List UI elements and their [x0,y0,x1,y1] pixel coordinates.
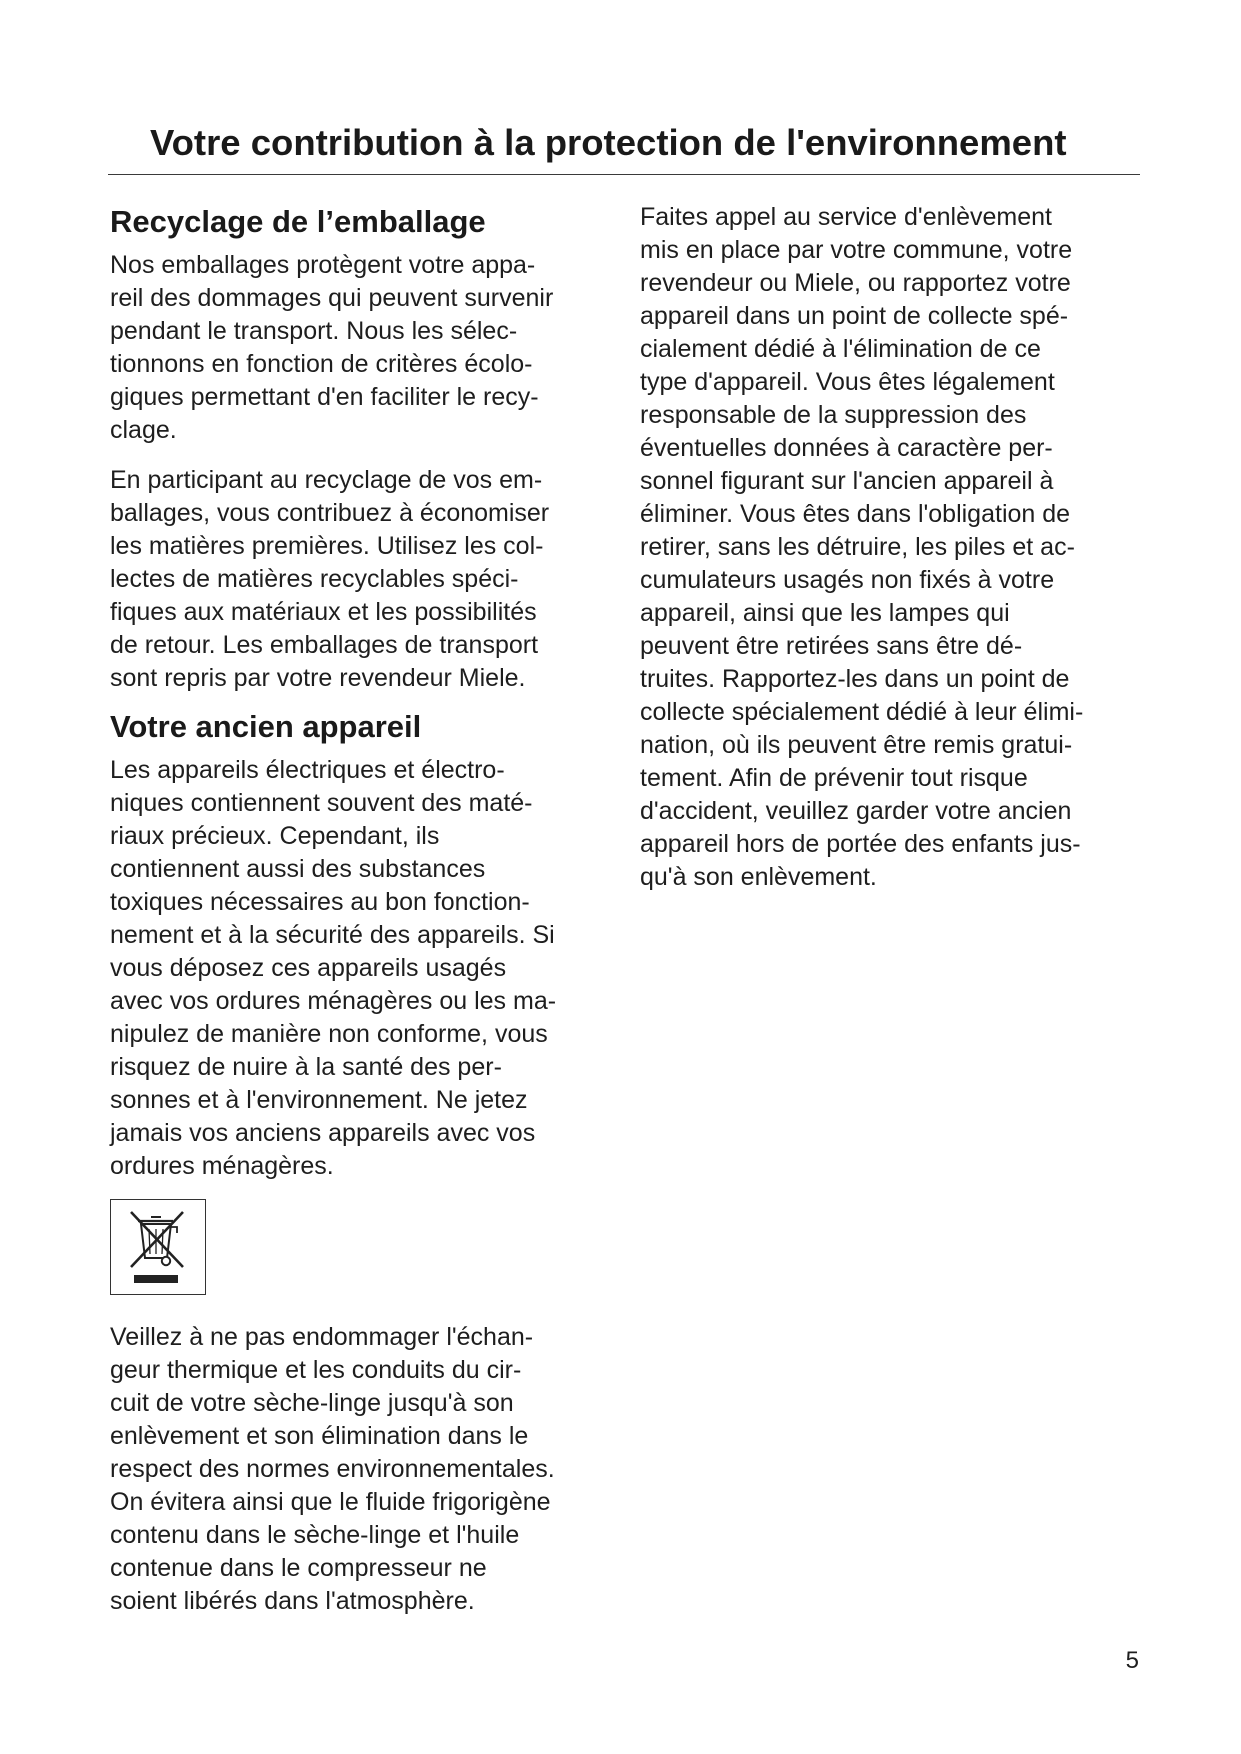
text-line: reil des dommages qui peuvent survenir [110,284,554,312]
text-line: cumulateurs usagés non fixés à votre [640,566,1055,594]
text-line: truites. Rapportez-les dans un point de [640,665,1070,693]
page-title: Votre contribution à la protection de l'environnement [150,122,1067,163]
text-line: contenue dans le compresseur ne [110,1554,487,1582]
text-line: On évitera ainsi que le fluide frigorigène [110,1488,551,1516]
text-line: jamais vos anciens appareils avec vos [110,1119,536,1147]
text-line: respect des normes environnementales. [110,1455,555,1483]
recycling-heading: Recyclage de l’emballage [110,204,486,239]
text-line: niques contiennent souvent des maté- [110,789,533,817]
left-column [110,200,630,1618]
old-appliance-paragraph-3 [640,201,1140,894]
text-line: Les appareils électriques et électro- [110,756,505,784]
text-line: cialement dédié à l'élimination de ce [640,335,1041,363]
text-line: lectes de matières recyclables spéci- [110,565,519,593]
page-number: 5 [1125,1647,1139,1674]
recycling-paragraph-2 [110,464,630,695]
text-line: cuit de votre sèche-linge jusqu'à son [110,1389,514,1417]
text-line: de retour. Les emballages de transport [110,631,539,659]
crossed-out-wheelie-bin-icon [111,1200,204,1293]
text-line: Nos emballages protègent votre appa- [110,251,536,279]
text-line: nement et à la sécurité des appareils. Si [110,921,555,949]
text-line: revendeur ou Miele, ou rapportez votre [640,269,1071,297]
text-line: riaux précieux. Cependant, ils [110,822,440,850]
text-line: peuvent être retirées sans être dé- [640,632,1023,660]
text-line: qu'à son enlèvement. [640,863,877,891]
text-line: collecte spécialement dédié à leur élimi- [640,698,1084,726]
right-column [640,201,1140,894]
text-line: avec vos ordures ménagères ou les ma- [110,987,557,1015]
old-appliance-heading: Votre ancien appareil [110,709,422,744]
text-line: d'accident, veuillez garder votre ancien [640,797,1072,825]
text-line: sont repris par votre revendeur Miele. [110,664,526,692]
recycling-paragraph-1 [110,249,630,447]
weee-symbol [110,1199,206,1295]
text-line: ballages, vous contribuez à économiser [110,499,550,527]
text-line: nipulez de manière non conforme, vous [110,1020,548,1048]
text-line: mis en place par votre commune, votre [640,236,1073,264]
text-line: tionnons en fonction de critères écolo- [110,350,533,378]
text-line: responsable de la suppression des [640,401,1027,429]
text-line: éliminer. Vous êtes dans l'obligation de [640,500,1071,528]
old-appliance-paragraph-1 [110,754,630,1183]
text-line: sonnel figurant sur l'ancien appareil à [640,467,1054,495]
text-line: sonnes et à l'environnement. Ne jetez [110,1086,528,1114]
text-line: contenu dans le sèche-linge et l'huile [110,1521,520,1549]
text-line: soient libérés dans l'atmosphère. [110,1587,475,1615]
text-line: éventuelles données à caractère per- [640,434,1053,462]
old-appliance-paragraph-2 [110,1321,630,1618]
text-line: ordures ménagères. [110,1152,334,1180]
text-line: geur thermique et les conduits du cir- [110,1356,522,1384]
text-line: appareil, ainsi que les lampes qui [640,599,1010,627]
text-line: contiennent aussi des substances [110,855,486,883]
text-line: retirer, sans les détruire, les piles et ac- [640,533,1075,561]
text-line: type d'appareil. Vous êtes légalement [640,368,1055,396]
title-divider [108,174,1140,175]
text-line: nation, où ils peuvent être remis gratui- [640,731,1073,759]
text-line: En participant au recyclage de vos em- [110,466,543,494]
text-line: pendant le transport. Nous les sélec- [110,317,518,345]
text-line: appareil dans un point de collecte spé- [640,302,1069,330]
text-line: appareil hors de portée des enfants jus- [640,830,1081,858]
text-line: fiques aux matériaux et les possibilités [110,598,537,626]
text-line: clage. [110,416,177,444]
text-line: enlèvement et son élimination dans le [110,1422,529,1450]
text-line: risquez de nuire à la santé des per- [110,1053,502,1081]
text-line: Veillez à ne pas endommager l'échan- [110,1323,534,1351]
text-line: giques permettant d'en faciliter le recy- [110,383,539,411]
text-line: les matières premières. Utilisez les col- [110,532,544,560]
text-line: vous déposez ces appareils usagés [110,954,507,982]
text-line: Faites appel au service d'enlèvement [640,203,1052,231]
text-line: tement. Afin de prévenir tout risque [640,764,1028,792]
text-line: toxiques nécessaires au bon fonction- [110,888,530,916]
